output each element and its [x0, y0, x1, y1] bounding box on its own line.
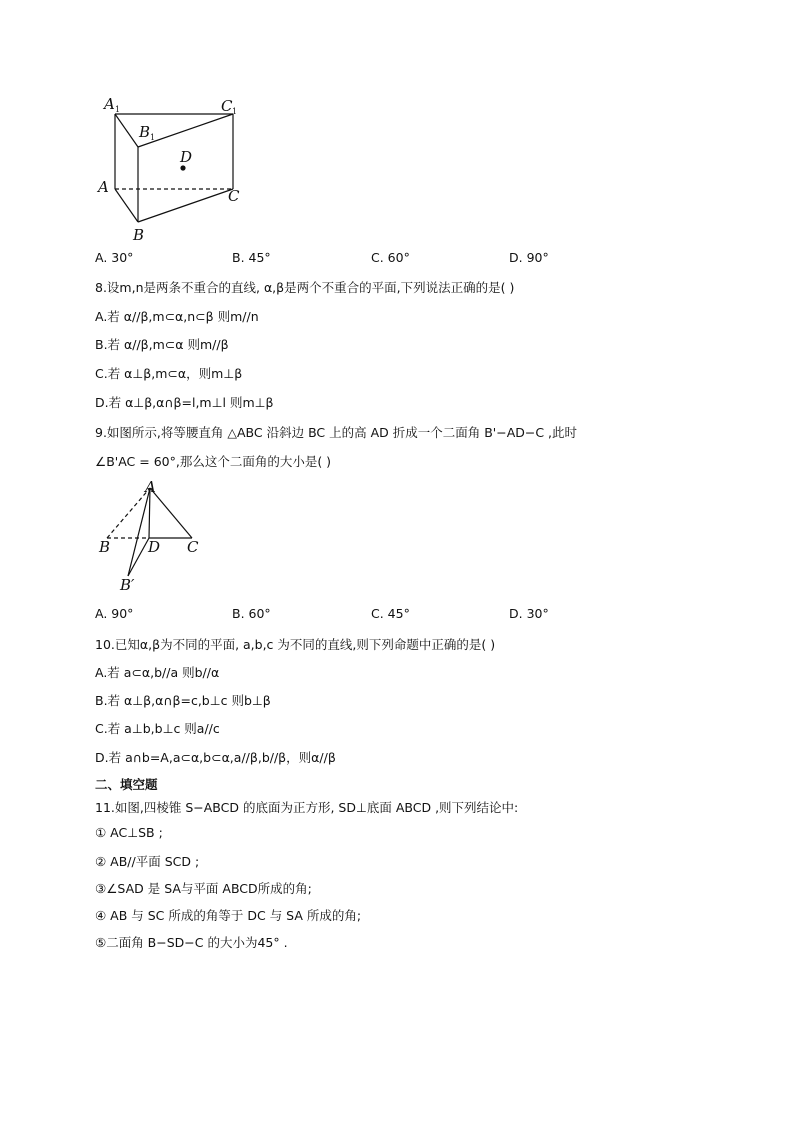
- q11-item-5: ⑤二面角 B−SD−C 的大小为45° .: [95, 935, 288, 950]
- svg-text:1: 1: [232, 107, 238, 116]
- svg-text:B: B: [139, 123, 151, 141]
- q7-option-a[interactable]: A. 30°: [95, 250, 134, 265]
- svg-text:A: A: [104, 95, 115, 113]
- q9-stem-line1: 9.如图所示,将等腰直角 △ABC 沿斜边 BC 上的高 AD 折成一个二面角 B'−AD−C ,此时: [95, 425, 578, 440]
- q9-option-d[interactable]: D. 30°: [509, 606, 549, 621]
- q9-option-a[interactable]: A. 90°: [95, 606, 134, 621]
- q8-option-a[interactable]: A.若 α//β,m⊂α,n⊂β 则m//n: [95, 309, 259, 324]
- svg-text:C: C: [221, 97, 233, 115]
- q9-stem-line2: ∠B'AC = 60°,那么这个二面角的大小是( ): [95, 454, 332, 469]
- q7-option-d[interactable]: D. 90°: [509, 250, 549, 265]
- svg-text:D: D: [180, 148, 193, 166]
- q11-stem: 11.如图,四棱锥 S−ABCD 的底面为正方形, SD⊥底面 ABCD ,则下列结论中:: [95, 800, 519, 815]
- svg-text:1: 1: [115, 105, 121, 114]
- q8-option-c[interactable]: C.若 α⊥β,m⊂α，则m⊥β: [95, 366, 243, 381]
- q8-option-d[interactable]: D.若 α⊥β,α∩β=l,m⊥l 则m⊥β: [95, 395, 274, 410]
- point-d: [180, 165, 185, 170]
- q11-item-4: ④ AB 与 SC 所成的角等于 DC 与 SA 所成的角;: [95, 908, 362, 923]
- svg-text:C: C: [187, 538, 199, 556]
- q11-item-1: ① AC⊥SB ;: [95, 825, 163, 840]
- q10-option-a[interactable]: A.若 a⊂α,b//a 则b//α: [95, 665, 220, 680]
- q10-option-d[interactable]: D.若 a∩b=A,a⊂α,b⊂α,a//β,b//β，则α//β: [95, 750, 336, 765]
- svg-text:B: B: [133, 226, 145, 244]
- svg-text:D: D: [148, 538, 161, 556]
- svg-text:1: 1: [150, 133, 156, 142]
- q11-item-2: ② AB//平面 SCD ;: [95, 854, 200, 869]
- q10-stem: 10.已知α,β为不同的平面, a,b,c 为不同的直线,则下列命题中正确的是( ): [95, 637, 496, 652]
- q9-option-c[interactable]: C. 45°: [371, 606, 410, 621]
- q8-stem: 8.设m,n是两条不重合的直线, α,β是两个不重合的平面,下列说法正确的是( ): [95, 280, 515, 295]
- svg-text:A: A: [98, 178, 109, 196]
- svg-text:B′: B′: [120, 576, 135, 594]
- q8-option-b[interactable]: B.若 α//β,m⊂α 则m//β: [95, 337, 229, 352]
- section-title: 二、填空题: [95, 777, 158, 792]
- q10-option-c[interactable]: C.若 a⊥b,b⊥c 则a//c: [95, 721, 220, 736]
- q10-option-b[interactable]: B.若 α⊥β,α∩β=c,b⊥c 则b⊥β: [95, 693, 271, 708]
- q7-option-b[interactable]: B. 45°: [232, 250, 271, 265]
- q9-option-b[interactable]: B. 60°: [232, 606, 271, 621]
- q7-option-c[interactable]: C. 60°: [371, 250, 410, 265]
- svg-text:A: A: [145, 478, 156, 496]
- q11-item-3: ③∠SAD 是 SA与平面 ABCD所成的角;: [95, 881, 312, 896]
- svg-text:B: B: [99, 538, 111, 556]
- folded-triangle-figure: [95, 476, 215, 598]
- svg-text:C: C: [228, 187, 240, 205]
- prism-figure: [95, 92, 255, 244]
